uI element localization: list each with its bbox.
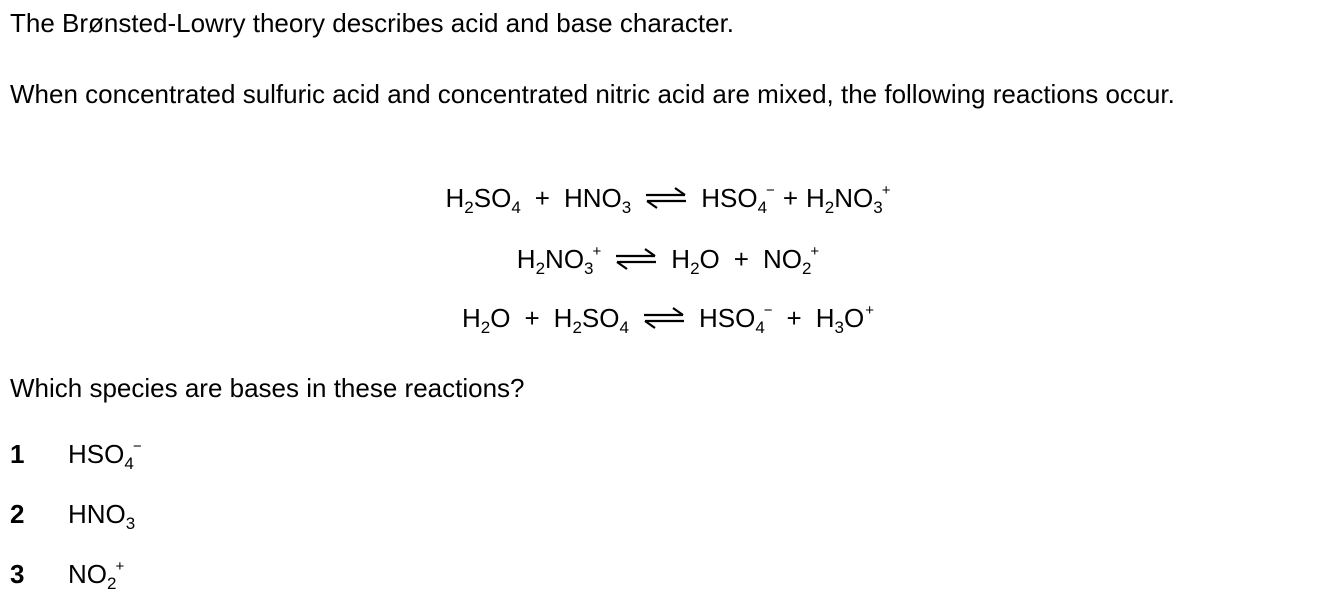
plus-sign: + — [782, 183, 798, 213]
equilibrium-arrow-icon — [643, 187, 689, 209]
option-3 — [10, 557, 124, 592]
plus-sign: + — [524, 303, 540, 333]
equation-3 — [0, 301, 1336, 336]
plus-sign: + — [733, 244, 749, 274]
species-h2so4: $H_2SO_4$ — [445, 183, 521, 217]
option-number: 2 — [10, 499, 25, 529]
species-hso4-minus: $HSO_4^-$ — [698, 302, 773, 337]
species-no2-plus: $NO_2^+$ — [762, 243, 820, 278]
species-h2o: $H_2O$ — [671, 244, 720, 278]
species-hno3: $HNO_3$ — [563, 183, 632, 217]
plus-sign: + — [786, 303, 802, 333]
species-hso4-minus: $HSO_4^-$ — [701, 182, 775, 217]
option-species: $HSO_4^-$ — [68, 438, 142, 473]
species-h3o-plus: $H_3O^+$ — [815, 302, 874, 337]
intro-text: The Brønsted-Lowry theory describes acid and base character. — [10, 8, 735, 38]
option-species: $NO_2^+$ — [68, 558, 125, 593]
equilibrium-arrow-icon — [613, 248, 659, 270]
option-2 — [10, 497, 135, 532]
species-h2no3-plus: $H_2NO_3^+$ — [516, 243, 602, 278]
species-h2so4: $H_2SO_4$ — [553, 303, 629, 337]
equation-2 — [0, 242, 1336, 277]
plus-sign: + — [534, 183, 550, 213]
context-text: When concentrated sulfuric acid and concentrated nitric acid are mixed, the following reactions occur. — [10, 79, 1175, 109]
species-h2o: $H_2O$ — [462, 303, 511, 337]
question-text: Which species are bases in these reactions? — [10, 373, 525, 403]
option-number: 1 — [10, 439, 25, 469]
species-h2no3-plus: $H_2NO_3^+$ — [806, 182, 891, 217]
equilibrium-arrow-icon — [641, 307, 687, 329]
option-species: $HNO_3$ — [68, 499, 136, 533]
equation-1 — [0, 181, 1336, 216]
option-1 — [10, 437, 142, 472]
option-number: 3 — [10, 559, 25, 589]
